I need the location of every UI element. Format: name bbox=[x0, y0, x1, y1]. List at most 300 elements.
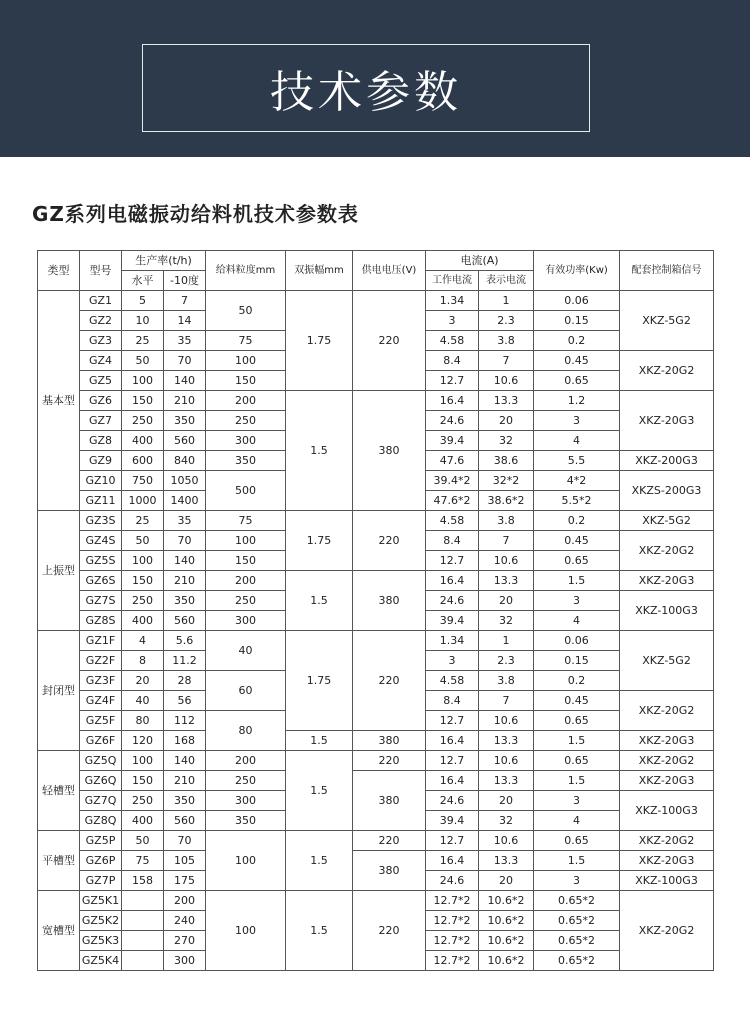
size-cell: 100 bbox=[206, 891, 286, 971]
capacity-down-cell: 560 bbox=[164, 611, 206, 631]
capacity-down-cell: 5.6 bbox=[164, 631, 206, 651]
model-cell: GZ11 bbox=[80, 491, 122, 511]
display-current-cell: 13.3 bbox=[479, 771, 534, 791]
controller-cell: XKZ-20G2 bbox=[620, 831, 714, 851]
display-current-cell: 32 bbox=[479, 811, 534, 831]
capacity-down-cell: 240 bbox=[164, 911, 206, 931]
work-current-cell: 39.4 bbox=[426, 611, 479, 631]
type-cell: 封闭型 bbox=[38, 631, 80, 751]
display-current-cell: 7 bbox=[479, 531, 534, 551]
display-current-cell: 32 bbox=[479, 611, 534, 631]
header-work-current: 工作电流 bbox=[426, 271, 479, 291]
work-current-cell: 47.6 bbox=[426, 451, 479, 471]
type-cell: 轻槽型 bbox=[38, 751, 80, 831]
model-cell: GZ7P bbox=[80, 871, 122, 891]
size-cell: 350 bbox=[206, 451, 286, 471]
capacity-level-cell: 100 bbox=[122, 371, 164, 391]
controller-cell: XKZ-100G3 bbox=[620, 791, 714, 831]
capacity-level-cell: 400 bbox=[122, 431, 164, 451]
table-row bbox=[38, 831, 714, 851]
work-current-cell: 24.6 bbox=[426, 791, 479, 811]
capacity-level-cell: 150 bbox=[122, 391, 164, 411]
display-current-cell: 10.6 bbox=[479, 751, 534, 771]
power-cell: 4 bbox=[534, 611, 620, 631]
capacity-level-cell: 400 bbox=[122, 611, 164, 631]
power-cell: 0.65*2 bbox=[534, 951, 620, 971]
size-cell: 300 bbox=[206, 431, 286, 451]
capacity-down-cell: 350 bbox=[164, 591, 206, 611]
power-cell: 0.65*2 bbox=[534, 931, 620, 951]
header-capacity: 生产率(t/h) bbox=[122, 251, 206, 271]
display-current-cell: 10.6 bbox=[479, 711, 534, 731]
capacity-down-cell: 7 bbox=[164, 291, 206, 311]
power-cell: 0.45 bbox=[534, 691, 620, 711]
capacity-level-cell: 25 bbox=[122, 331, 164, 351]
amplitude-cell: 1.75 bbox=[286, 511, 353, 571]
display-current-cell: 10.6*2 bbox=[479, 891, 534, 911]
controller-cell: XKZ-20G3 bbox=[620, 771, 714, 791]
power-cell: 3 bbox=[534, 591, 620, 611]
controller-cell: XKZ-20G2 bbox=[620, 351, 714, 391]
table-header bbox=[38, 251, 714, 291]
work-current-cell: 24.6 bbox=[426, 591, 479, 611]
model-cell: GZ5F bbox=[80, 711, 122, 731]
display-current-cell: 20 bbox=[479, 411, 534, 431]
display-current-cell: 13.3 bbox=[479, 571, 534, 591]
capacity-down-cell: 140 bbox=[164, 551, 206, 571]
header-power: 有效功率(Kw) bbox=[534, 251, 620, 291]
capacity-down-cell: 175 bbox=[164, 871, 206, 891]
work-current-cell: 4.58 bbox=[426, 331, 479, 351]
header-banner bbox=[0, 0, 750, 157]
table-row bbox=[38, 751, 714, 771]
size-cell: 200 bbox=[206, 751, 286, 771]
model-cell: GZ4F bbox=[80, 691, 122, 711]
capacity-level-cell: 150 bbox=[122, 771, 164, 791]
capacity-down-cell: 14 bbox=[164, 311, 206, 331]
table-row bbox=[38, 571, 714, 591]
header-display-current: 表示电流 bbox=[479, 271, 534, 291]
model-cell: GZ5 bbox=[80, 371, 122, 391]
power-cell: 1.5 bbox=[534, 851, 620, 871]
work-current-cell: 16.4 bbox=[426, 571, 479, 591]
display-current-cell: 10.6*2 bbox=[479, 911, 534, 931]
controller-cell: XKZ-20G3 bbox=[620, 731, 714, 751]
work-current-cell: 1.34 bbox=[426, 631, 479, 651]
display-current-cell: 20 bbox=[479, 591, 534, 611]
display-current-cell: 10.6*2 bbox=[479, 951, 534, 971]
power-cell: 0.2 bbox=[534, 511, 620, 531]
power-cell: 0.15 bbox=[534, 651, 620, 671]
amplitude-cell: 1.75 bbox=[286, 291, 353, 391]
header-size: 给料粒度mm bbox=[206, 251, 286, 291]
work-current-cell: 12.7*2 bbox=[426, 911, 479, 931]
header-capacity-level: 水平 bbox=[122, 271, 164, 291]
capacity-down-cell: 560 bbox=[164, 431, 206, 451]
power-cell: 0.15 bbox=[534, 311, 620, 331]
size-cell: 250 bbox=[206, 591, 286, 611]
display-current-cell: 38.6 bbox=[479, 451, 534, 471]
model-cell: GZ5K1 bbox=[80, 891, 122, 911]
capacity-down-cell: 210 bbox=[164, 571, 206, 591]
display-current-cell: 13.3 bbox=[479, 391, 534, 411]
power-cell: 0.2 bbox=[534, 331, 620, 351]
power-cell: 0.65*2 bbox=[534, 911, 620, 931]
capacity-down-cell: 210 bbox=[164, 391, 206, 411]
size-cell: 250 bbox=[206, 771, 286, 791]
header-model: 型号 bbox=[80, 251, 122, 291]
size-cell: 75 bbox=[206, 511, 286, 531]
work-current-cell: 16.4 bbox=[426, 771, 479, 791]
size-cell: 80 bbox=[206, 711, 286, 751]
capacity-level-cell: 80 bbox=[122, 711, 164, 731]
power-cell: 3 bbox=[534, 791, 620, 811]
capacity-level-cell: 750 bbox=[122, 471, 164, 491]
controller-cell: XKZ-5G2 bbox=[620, 291, 714, 351]
model-cell: GZ6 bbox=[80, 391, 122, 411]
power-cell: 3 bbox=[534, 871, 620, 891]
table-row bbox=[38, 851, 714, 871]
model-cell: GZ9 bbox=[80, 451, 122, 471]
work-current-cell: 8.4 bbox=[426, 531, 479, 551]
controller-cell: XKZ-20G2 bbox=[620, 691, 714, 731]
model-cell: GZ8S bbox=[80, 611, 122, 631]
size-cell: 40 bbox=[206, 631, 286, 671]
size-cell: 300 bbox=[206, 791, 286, 811]
table-row bbox=[38, 891, 714, 911]
banner-frame bbox=[142, 44, 590, 132]
capacity-down-cell: 35 bbox=[164, 511, 206, 531]
power-cell: 0.65 bbox=[534, 711, 620, 731]
display-current-cell: 7 bbox=[479, 691, 534, 711]
header-row-1 bbox=[38, 251, 714, 271]
display-current-cell: 10.6 bbox=[479, 371, 534, 391]
size-cell: 75 bbox=[206, 331, 286, 351]
controller-cell: XKZ-5G2 bbox=[620, 511, 714, 531]
controller-cell: XKZ-20G3 bbox=[620, 571, 714, 591]
power-cell: 0.65*2 bbox=[534, 891, 620, 911]
capacity-down-cell: 70 bbox=[164, 351, 206, 371]
model-cell: GZ4S bbox=[80, 531, 122, 551]
model-cell: GZ2 bbox=[80, 311, 122, 331]
header-capacity-down: -10度 bbox=[164, 271, 206, 291]
work-current-cell: 39.4 bbox=[426, 811, 479, 831]
header-current: 电流(A) bbox=[426, 251, 534, 271]
work-current-cell: 16.4 bbox=[426, 731, 479, 751]
work-current-cell: 12.7 bbox=[426, 711, 479, 731]
capacity-level-cell: 250 bbox=[122, 411, 164, 431]
capacity-level-cell: 1000 bbox=[122, 491, 164, 511]
capacity-level-cell: 5 bbox=[122, 291, 164, 311]
capacity-down-cell: 70 bbox=[164, 531, 206, 551]
model-cell: GZ5K3 bbox=[80, 931, 122, 951]
work-current-cell: 3 bbox=[426, 311, 479, 331]
model-cell: GZ2F bbox=[80, 651, 122, 671]
power-cell: 0.65 bbox=[534, 831, 620, 851]
power-cell: 0.06 bbox=[534, 291, 620, 311]
capacity-level-cell: 40 bbox=[122, 691, 164, 711]
type-cell: 宽槽型 bbox=[38, 891, 80, 971]
model-cell: GZ8Q bbox=[80, 811, 122, 831]
capacity-level-cell bbox=[122, 911, 164, 931]
capacity-level-cell bbox=[122, 951, 164, 971]
size-cell: 100 bbox=[206, 531, 286, 551]
power-cell: 5.5*2 bbox=[534, 491, 620, 511]
model-cell: GZ6Q bbox=[80, 771, 122, 791]
voltage-cell: 220 bbox=[353, 631, 426, 731]
capacity-level-cell: 158 bbox=[122, 871, 164, 891]
model-cell: GZ8 bbox=[80, 431, 122, 451]
controller-cell: XKZ-5G2 bbox=[620, 631, 714, 691]
capacity-level-cell: 50 bbox=[122, 351, 164, 371]
capacity-level-cell: 8 bbox=[122, 651, 164, 671]
work-current-cell: 39.4*2 bbox=[426, 471, 479, 491]
amplitude-cell: 1.5 bbox=[286, 831, 353, 891]
capacity-down-cell: 35 bbox=[164, 331, 206, 351]
spec-table bbox=[37, 250, 714, 971]
amplitude-cell: 1.5 bbox=[286, 391, 353, 511]
capacity-down-cell: 11.2 bbox=[164, 651, 206, 671]
voltage-cell: 380 bbox=[353, 571, 426, 631]
size-cell: 200 bbox=[206, 391, 286, 411]
controller-cell: XKZS-200G3 bbox=[620, 471, 714, 511]
header-voltage: 供电电压(V) bbox=[353, 251, 426, 291]
controller-cell: XKZ-100G3 bbox=[620, 871, 714, 891]
power-cell: 0.45 bbox=[534, 351, 620, 371]
capacity-level-cell: 25 bbox=[122, 511, 164, 531]
type-cell: 平槽型 bbox=[38, 831, 80, 891]
capacity-down-cell: 140 bbox=[164, 371, 206, 391]
power-cell: 0.65 bbox=[534, 551, 620, 571]
power-cell: 4*2 bbox=[534, 471, 620, 491]
table-row bbox=[38, 771, 714, 791]
display-current-cell: 3.8 bbox=[479, 671, 534, 691]
display-current-cell: 38.6*2 bbox=[479, 491, 534, 511]
controller-cell: XKZ-20G2 bbox=[620, 891, 714, 971]
display-current-cell: 32 bbox=[479, 431, 534, 451]
size-cell: 250 bbox=[206, 411, 286, 431]
model-cell: GZ7 bbox=[80, 411, 122, 431]
type-cell: 基本型 bbox=[38, 291, 80, 511]
display-current-cell: 20 bbox=[479, 791, 534, 811]
capacity-down-cell: 840 bbox=[164, 451, 206, 471]
capacity-level-cell: 50 bbox=[122, 831, 164, 851]
model-cell: GZ1F bbox=[80, 631, 122, 651]
model-cell: GZ5K4 bbox=[80, 951, 122, 971]
capacity-down-cell: 112 bbox=[164, 711, 206, 731]
power-cell: 4 bbox=[534, 431, 620, 451]
voltage-cell: 380 bbox=[353, 771, 426, 831]
voltage-cell: 220 bbox=[353, 291, 426, 391]
work-current-cell: 1.34 bbox=[426, 291, 479, 311]
model-cell: GZ3 bbox=[80, 331, 122, 351]
capacity-level-cell bbox=[122, 931, 164, 951]
display-current-cell: 10.6 bbox=[479, 831, 534, 851]
model-cell: GZ7Q bbox=[80, 791, 122, 811]
capacity-down-cell: 210 bbox=[164, 771, 206, 791]
capacity-level-cell: 50 bbox=[122, 531, 164, 551]
capacity-level-cell bbox=[122, 891, 164, 911]
work-current-cell: 12.7 bbox=[426, 751, 479, 771]
capacity-down-cell: 350 bbox=[164, 411, 206, 431]
power-cell: 3 bbox=[534, 411, 620, 431]
work-current-cell: 4.58 bbox=[426, 511, 479, 531]
work-current-cell: 12.7 bbox=[426, 551, 479, 571]
display-current-cell: 32*2 bbox=[479, 471, 534, 491]
capacity-down-cell: 56 bbox=[164, 691, 206, 711]
work-current-cell: 16.4 bbox=[426, 391, 479, 411]
work-current-cell: 24.6 bbox=[426, 411, 479, 431]
amplitude-cell: 1.75 bbox=[286, 631, 353, 731]
size-cell: 150 bbox=[206, 551, 286, 571]
voltage-cell: 220 bbox=[353, 511, 426, 571]
size-cell: 200 bbox=[206, 571, 286, 591]
table-title: GZ系列电磁振动给料机技术参数表 bbox=[32, 202, 359, 226]
work-current-cell: 8.4 bbox=[426, 691, 479, 711]
controller-cell: XKZ-20G3 bbox=[620, 851, 714, 871]
capacity-down-cell: 168 bbox=[164, 731, 206, 751]
display-current-cell: 3.8 bbox=[479, 331, 534, 351]
voltage-cell: 380 bbox=[353, 731, 426, 751]
table-row bbox=[38, 511, 714, 531]
power-cell: 1.5 bbox=[534, 571, 620, 591]
display-current-cell: 3.8 bbox=[479, 511, 534, 531]
model-cell: GZ5S bbox=[80, 551, 122, 571]
capacity-level-cell: 20 bbox=[122, 671, 164, 691]
capacity-level-cell: 400 bbox=[122, 811, 164, 831]
amplitude-cell: 1.5 bbox=[286, 571, 353, 631]
power-cell: 5.5 bbox=[534, 451, 620, 471]
capacity-down-cell: 560 bbox=[164, 811, 206, 831]
controller-cell: XKZ-20G3 bbox=[620, 391, 714, 451]
work-current-cell: 39.4 bbox=[426, 431, 479, 451]
work-current-cell: 12.7 bbox=[426, 831, 479, 851]
controller-cell: XKZ-200G3 bbox=[620, 451, 714, 471]
table-body bbox=[38, 291, 714, 971]
display-current-cell: 10.6*2 bbox=[479, 931, 534, 951]
capacity-level-cell: 600 bbox=[122, 451, 164, 471]
model-cell: GZ3S bbox=[80, 511, 122, 531]
work-current-cell: 12.7*2 bbox=[426, 951, 479, 971]
model-cell: GZ4 bbox=[80, 351, 122, 371]
model-cell: GZ1 bbox=[80, 291, 122, 311]
power-cell: 0.2 bbox=[534, 671, 620, 691]
work-current-cell: 12.7*2 bbox=[426, 891, 479, 911]
controller-cell: XKZ-20G2 bbox=[620, 531, 714, 571]
display-current-cell: 13.3 bbox=[479, 851, 534, 871]
capacity-level-cell: 250 bbox=[122, 791, 164, 811]
model-cell: GZ6S bbox=[80, 571, 122, 591]
table-row bbox=[38, 631, 714, 651]
table-row bbox=[38, 731, 714, 751]
model-cell: GZ6F bbox=[80, 731, 122, 751]
display-current-cell: 1 bbox=[479, 631, 534, 651]
capacity-level-cell: 250 bbox=[122, 591, 164, 611]
model-cell: GZ3F bbox=[80, 671, 122, 691]
capacity-down-cell: 28 bbox=[164, 671, 206, 691]
table-row bbox=[38, 291, 714, 311]
display-current-cell: 2.3 bbox=[479, 651, 534, 671]
work-current-cell: 4.58 bbox=[426, 671, 479, 691]
table-row bbox=[38, 391, 714, 411]
work-current-cell: 8.4 bbox=[426, 351, 479, 371]
size-cell: 100 bbox=[206, 351, 286, 371]
capacity-down-cell: 270 bbox=[164, 931, 206, 951]
display-current-cell: 7 bbox=[479, 351, 534, 371]
capacity-level-cell: 100 bbox=[122, 551, 164, 571]
header-controller: 配套控制箱信号 bbox=[620, 251, 714, 291]
power-cell: 0.65 bbox=[534, 751, 620, 771]
capacity-level-cell: 75 bbox=[122, 851, 164, 871]
controller-cell: XKZ-20G2 bbox=[620, 751, 714, 771]
work-current-cell: 47.6*2 bbox=[426, 491, 479, 511]
model-cell: GZ7S bbox=[80, 591, 122, 611]
capacity-down-cell: 200 bbox=[164, 891, 206, 911]
display-current-cell: 1 bbox=[479, 291, 534, 311]
amplitude-cell: 1.5 bbox=[286, 891, 353, 971]
capacity-down-cell: 300 bbox=[164, 951, 206, 971]
model-cell: GZ5Q bbox=[80, 751, 122, 771]
capacity-level-cell: 10 bbox=[122, 311, 164, 331]
power-cell: 0.06 bbox=[534, 631, 620, 651]
voltage-cell: 380 bbox=[353, 391, 426, 511]
model-cell: GZ5K2 bbox=[80, 911, 122, 931]
work-current-cell: 3 bbox=[426, 651, 479, 671]
power-cell: 0.65 bbox=[534, 371, 620, 391]
display-current-cell: 13.3 bbox=[479, 731, 534, 751]
voltage-cell: 220 bbox=[353, 891, 426, 971]
size-cell: 50 bbox=[206, 291, 286, 331]
capacity-level-cell: 120 bbox=[122, 731, 164, 751]
voltage-cell: 380 bbox=[353, 851, 426, 891]
type-cell: 上振型 bbox=[38, 511, 80, 631]
header-type: 类型 bbox=[38, 251, 80, 291]
capacity-down-cell: 350 bbox=[164, 791, 206, 811]
header-amplitude: 双振幅mm bbox=[286, 251, 353, 291]
capacity-down-cell: 1050 bbox=[164, 471, 206, 491]
capacity-down-cell: 1400 bbox=[164, 491, 206, 511]
power-cell: 0.45 bbox=[534, 531, 620, 551]
size-cell: 500 bbox=[206, 471, 286, 511]
power-cell: 1.5 bbox=[534, 771, 620, 791]
amplitude-cell: 1.5 bbox=[286, 731, 353, 751]
model-cell: GZ6P bbox=[80, 851, 122, 871]
amplitude-cell: 1.5 bbox=[286, 751, 353, 831]
size-cell: 150 bbox=[206, 371, 286, 391]
size-cell: 350 bbox=[206, 811, 286, 831]
work-current-cell: 12.7*2 bbox=[426, 931, 479, 951]
power-cell: 1.2 bbox=[534, 391, 620, 411]
capacity-level-cell: 100 bbox=[122, 751, 164, 771]
display-current-cell: 20 bbox=[479, 871, 534, 891]
size-cell: 60 bbox=[206, 671, 286, 711]
size-cell: 100 bbox=[206, 831, 286, 891]
size-cell: 300 bbox=[206, 611, 286, 631]
power-cell: 4 bbox=[534, 811, 620, 831]
display-current-cell: 10.6 bbox=[479, 551, 534, 571]
model-cell: GZ5P bbox=[80, 831, 122, 851]
capacity-level-cell: 4 bbox=[122, 631, 164, 651]
work-current-cell: 24.6 bbox=[426, 871, 479, 891]
capacity-level-cell: 150 bbox=[122, 571, 164, 591]
power-cell: 1.5 bbox=[534, 731, 620, 751]
work-current-cell: 16.4 bbox=[426, 851, 479, 871]
display-current-cell: 2.3 bbox=[479, 311, 534, 331]
work-current-cell: 12.7 bbox=[426, 371, 479, 391]
capacity-down-cell: 140 bbox=[164, 751, 206, 771]
capacity-down-cell: 70 bbox=[164, 831, 206, 851]
controller-cell: XKZ-100G3 bbox=[620, 591, 714, 631]
